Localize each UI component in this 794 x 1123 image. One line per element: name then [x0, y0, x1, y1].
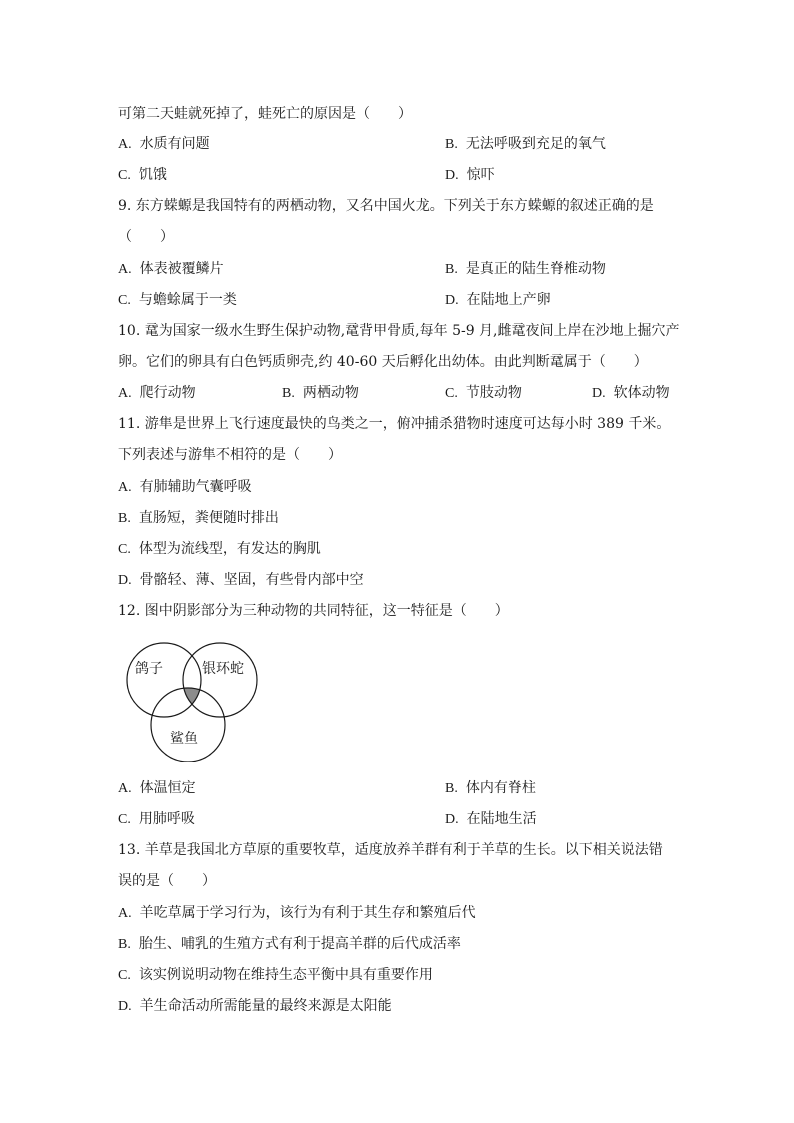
q11-option-c	[118, 539, 321, 560]
q12-option-d	[445, 809, 537, 830]
option-text: 骨骼轻、薄、坚固，有些骨内部中空	[139, 572, 364, 588]
option-letter: D.	[445, 812, 459, 827]
option-letter: A.	[118, 906, 132, 921]
q10-option-c	[445, 383, 522, 404]
option-letter: D.	[592, 386, 606, 401]
q9-option-d	[445, 290, 551, 311]
option-letter: C.	[118, 812, 131, 827]
option-text: 体型为流线型，有发达的胸肌	[138, 541, 321, 557]
option-text: 羊生命活动所需能量的最终来源是太阳能	[139, 998, 392, 1014]
option-text: 体表被覆鳞片	[139, 261, 224, 277]
q13-option-d	[118, 996, 392, 1017]
option-text: 有肺辅助气囊呼吸	[139, 479, 252, 495]
option-letter: B.	[445, 262, 458, 277]
q12-option-b	[445, 778, 536, 799]
q10-stem-line2: 卵。它们的卵具有白色钙质卵壳,约 40-60 天后孵化出幼体。由此判断鼋属于（ ）	[118, 354, 648, 370]
q9-option-a	[118, 259, 224, 280]
option-letter: D.	[118, 573, 132, 588]
q13-option-a	[118, 903, 476, 924]
q9-option-c	[118, 290, 237, 311]
option-text: 与蟾蜍属于一类	[138, 292, 237, 308]
option-letter: A.	[118, 262, 132, 277]
option-text: 无法呼吸到充足的氧气	[465, 136, 606, 152]
q8-option-d	[445, 165, 495, 186]
option-text: 用肺呼吸	[138, 811, 195, 827]
option-letter: B.	[118, 511, 131, 526]
q8-option-c	[118, 165, 167, 186]
option-text: 爬行动物	[139, 385, 196, 401]
q11-option-b	[118, 508, 279, 529]
venn-label-pigeon: 鸽子	[135, 661, 163, 677]
q9-stem-line1: 9. 东方蝾螈是我国特有的两栖动物，又名中国火龙。下列关于东方蝾螈的叙述正确的是	[118, 198, 654, 214]
option-text: 在陆地上产卵	[466, 292, 551, 308]
option-letter: B.	[118, 937, 131, 952]
option-text: 水质有问题	[139, 136, 210, 152]
q13-option-c	[118, 965, 433, 986]
option-text: 惊吓	[466, 167, 495, 183]
q12-option-c	[118, 809, 195, 830]
q12-stem: 12. 图中阴影部分为三种动物的共同特征，这一特征是（ ）	[118, 603, 509, 619]
venn-label-shark: 鲨鱼	[170, 731, 198, 747]
option-letter: A.	[118, 137, 132, 152]
q10-option-a	[118, 383, 196, 404]
option-text: 在陆地生活	[466, 811, 537, 827]
venn-diagram	[118, 640, 268, 762]
option-letter: A.	[118, 480, 132, 495]
q11-stem-line1: 11. 游隼是世界上飞行速度最快的鸟类之一，俯冲捕杀猎物时速度可达每小时 389 千米。	[118, 416, 671, 432]
option-text: 体内有脊柱	[465, 780, 536, 796]
option-letter: C.	[118, 968, 131, 983]
q13-stem-line1: 13. 羊草是我国北方草原的重要牧草，适度放养羊群有利于羊草的生长。以下相关说法错	[118, 842, 663, 858]
option-letter: C.	[445, 386, 458, 401]
q10-option-d	[592, 383, 670, 404]
q8-option-a	[118, 134, 210, 155]
option-text: 羊吃草属于学习行为，该行为有利于其生存和繁殖后代	[139, 905, 476, 921]
q11-option-a	[118, 477, 252, 498]
option-text: 饥饿	[138, 167, 167, 183]
option-letter: B.	[445, 781, 458, 796]
q13-option-b	[118, 934, 461, 955]
option-letter: A.	[118, 386, 132, 401]
q10-stem-line1: 10. 鼋为国家一级水生野生保护动物,鼋背甲骨质,每年 5-9 月,雌鼋夜间上岸在沙地上掘穴产	[118, 323, 680, 339]
option-letter: D.	[118, 999, 132, 1014]
option-text: 胎生、哺乳的生殖方式有利于提高羊群的后代成活率	[138, 936, 461, 952]
q13-stem-line2: 误的是（ ）	[118, 873, 216, 889]
q8-option-b	[445, 134, 606, 155]
option-text: 直肠短，粪便随时排出	[138, 510, 279, 526]
q11-stem-line2: 下列表述与游隼不相符的是（ ）	[118, 447, 342, 463]
venn-label-snake: 银环蛇	[202, 661, 244, 677]
option-letter: C.	[118, 293, 131, 308]
option-letter: C.	[118, 168, 131, 183]
option-text: 是真正的陆生脊椎动物	[465, 261, 606, 277]
option-letter: B.	[282, 386, 295, 401]
option-text: 体温恒定	[139, 780, 196, 796]
q11-option-d	[118, 570, 364, 591]
option-letter: A.	[118, 781, 132, 796]
option-letter: C.	[118, 542, 131, 557]
venn-circle-pigeon	[127, 643, 201, 717]
option-letter: B.	[445, 137, 458, 152]
option-letter: D.	[445, 168, 459, 183]
option-text: 软体动物	[613, 385, 670, 401]
q10-option-b	[282, 383, 359, 404]
option-text: 节肢动物	[465, 385, 522, 401]
q9-option-b	[445, 259, 606, 280]
option-text: 该实例说明动物在维持生态平衡中具有重要作用	[138, 967, 433, 983]
q9-stem-line2: （ ）	[118, 229, 174, 245]
option-text: 两栖动物	[302, 385, 359, 401]
option-letter: D.	[445, 293, 459, 308]
q8-stem: 可第二天蛙就死掉了，蛙死亡的原因是（ ）	[118, 106, 412, 122]
q12-option-a	[118, 778, 196, 799]
